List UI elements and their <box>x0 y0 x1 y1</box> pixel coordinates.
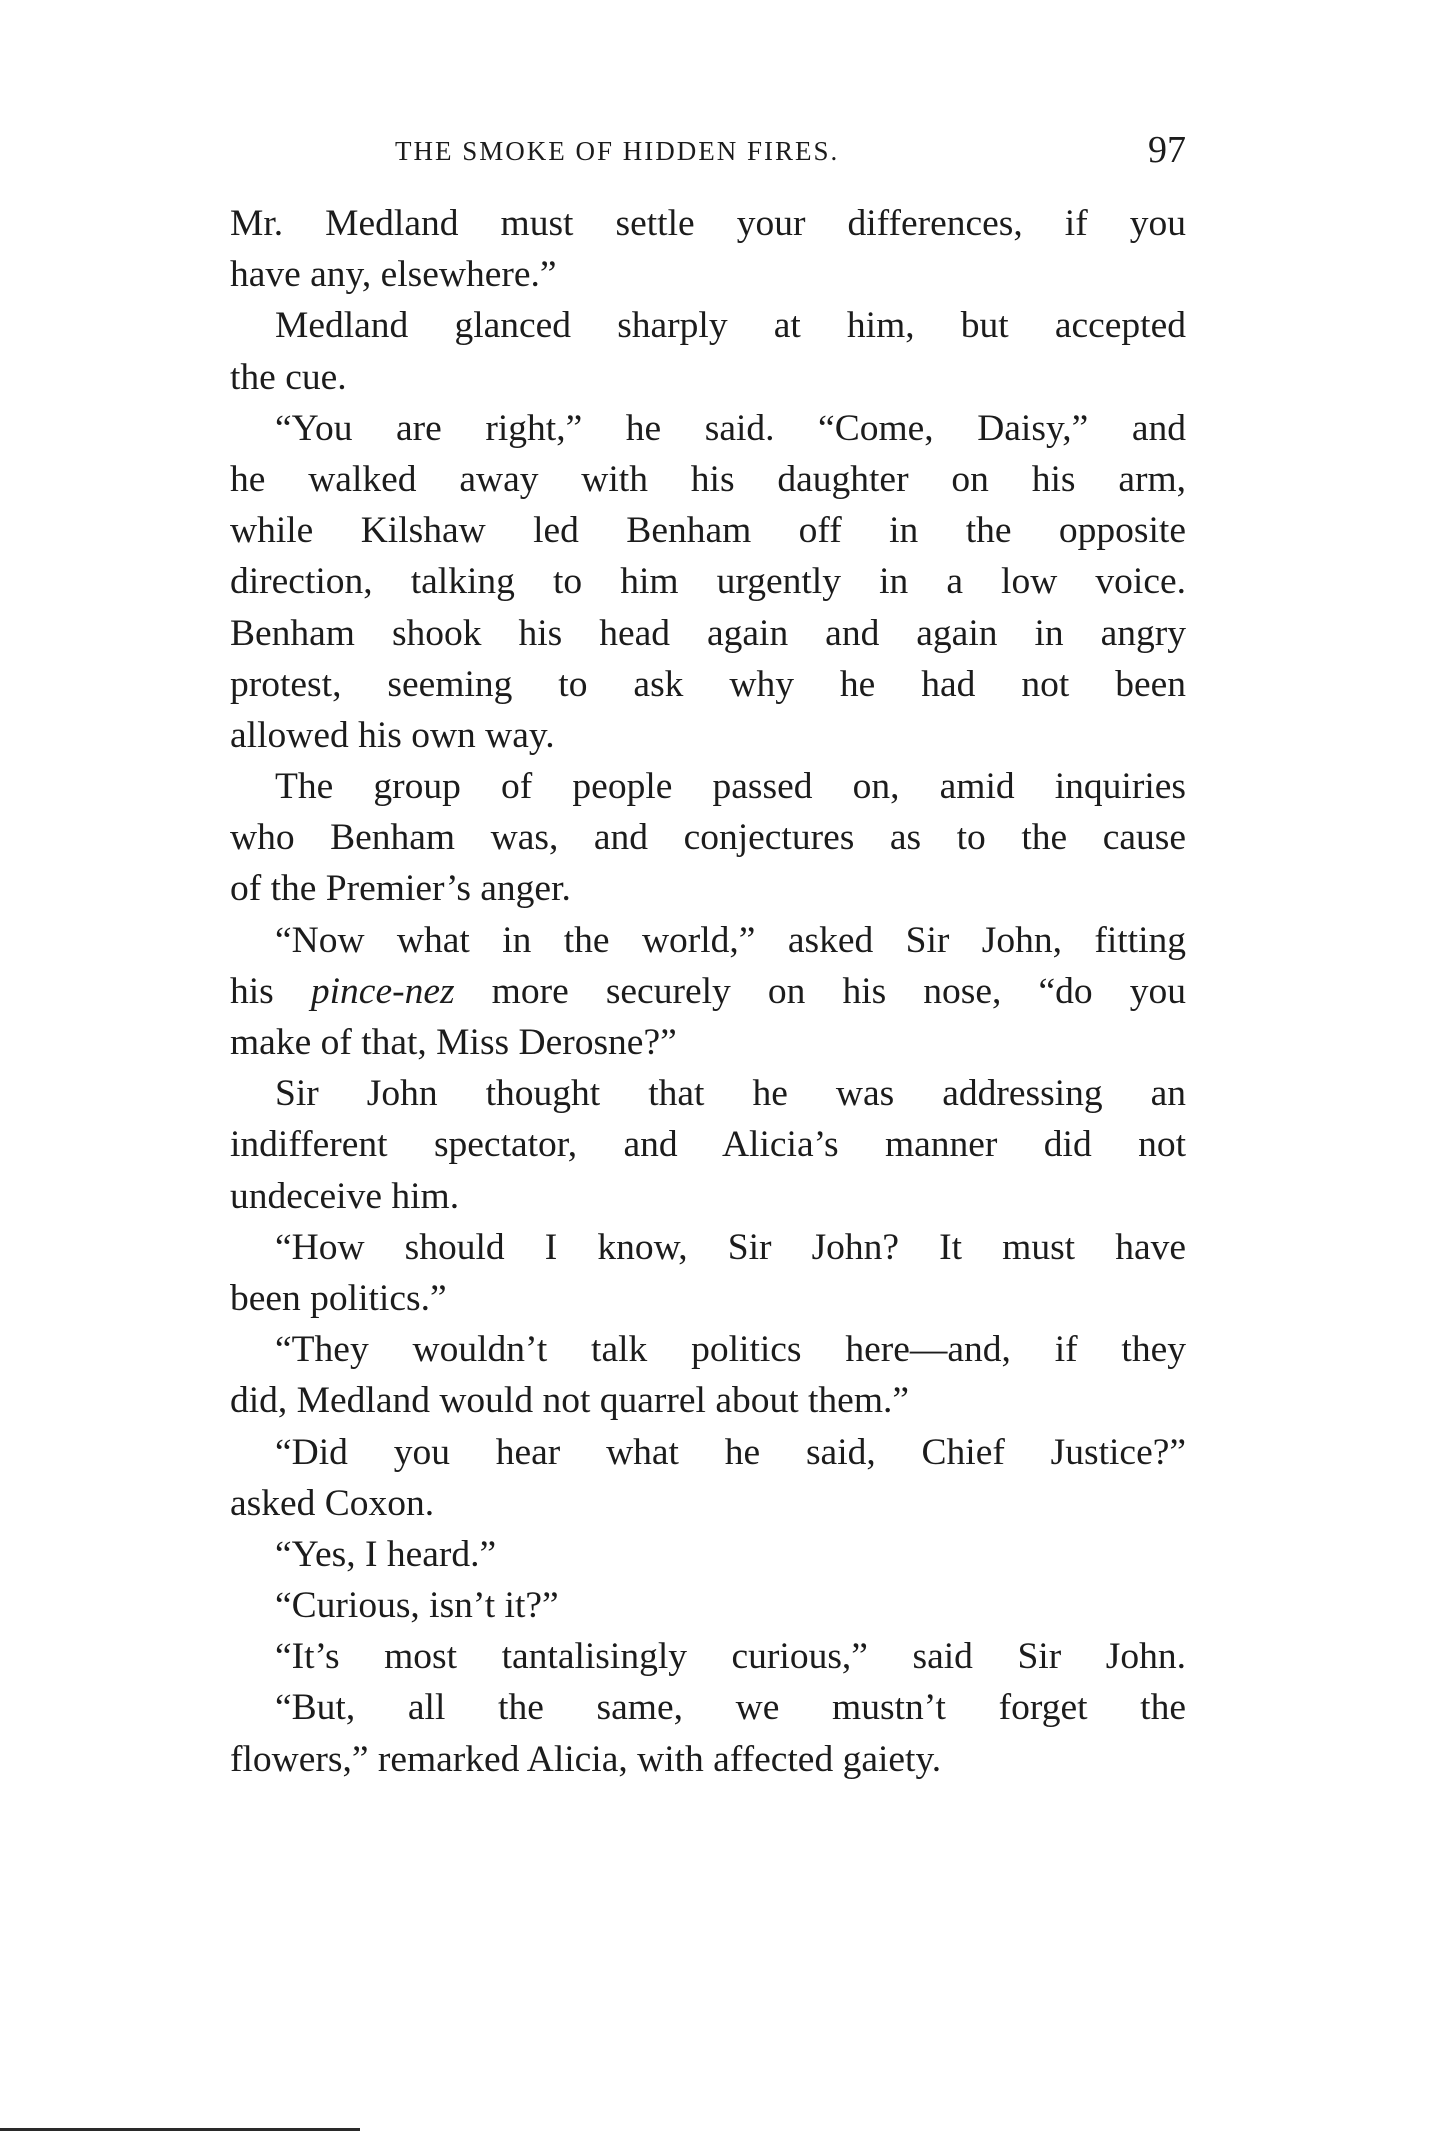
text-line: “Yes, I heard.” <box>275 1533 497 1575</box>
page-header <box>230 122 1186 182</box>
text-line: of the Premier’s anger. <box>230 868 571 910</box>
text-line: allowed his own way. <box>230 714 555 756</box>
body-text <box>230 198 1186 1785</box>
text-line: the cue. <box>230 356 347 398</box>
text-line: Sir John thought that he was addressing an <box>275 1073 1186 1115</box>
text-line: did, Medland would not quarrel about them.” <box>230 1380 910 1422</box>
text-line: “But, all the same, we mustn’t forget the <box>275 1687 1186 1729</box>
running-title: THE SMOKE OF HIDDEN FIRES. <box>395 136 840 166</box>
text-line: make of that, Miss Derosne?” <box>230 1022 677 1063</box>
text-segment: more securely on his nose, “do you <box>491 970 1187 1012</box>
text-line: “Curious, isn’t it?” <box>275 1585 559 1627</box>
text-line: “Now what in the world,” asked Sir John, fitting <box>275 919 1186 961</box>
text-line: he walked away with his daughter on his arm, <box>230 458 1186 500</box>
text-line: The group of people passed on, amid inquiries <box>275 766 1186 808</box>
text-line: indifferent spectator, and Alicia’s manner did not <box>230 1124 1186 1166</box>
italic-term: pince-nez <box>310 970 455 1012</box>
footer-rule <box>0 2128 360 2131</box>
text-line: flowers,” remarked Alicia, with affected gaiety. <box>230 1738 942 1780</box>
text-line: “You are right,” he said. “Come, Daisy,” and <box>275 407 1186 449</box>
text-segment: his <box>230 970 274 1012</box>
text-line: Medland glanced sharply at him, but accepted <box>275 305 1186 347</box>
text-line: Mr. Medland must settle your differences, if you <box>230 203 1186 244</box>
text-line: while Kilshaw led Benham off in the opposite <box>230 510 1186 552</box>
text-line: “They wouldn’t talk politics here—and, if they <box>275 1329 1186 1371</box>
page-number: 97 <box>1148 129 1186 171</box>
text-line: “It’s most tantalisingly curious,” said Sir John. <box>275 1636 1186 1678</box>
text-line: “How should I know, Sir John? It must have <box>275 1226 1186 1268</box>
text-line: “Did you hear what he said, Chief Justice?” <box>275 1431 1186 1473</box>
text-line: been politics.” <box>230 1277 447 1319</box>
text-line: have any, elsewhere.” <box>230 254 557 296</box>
text-line: undeceive him. <box>230 1175 460 1217</box>
text-line: who Benham was, and conjectures as to the cause <box>230 817 1186 859</box>
text-line <box>230 966 1186 1017</box>
text-line: Benham shook his head again and again in angry <box>230 612 1186 654</box>
text-line: protest, seeming to ask why he had not been <box>230 663 1186 705</box>
text-line: asked Coxon. <box>230 1482 435 1524</box>
text-line: direction, talking to him urgently in a low voice. <box>230 561 1186 603</box>
